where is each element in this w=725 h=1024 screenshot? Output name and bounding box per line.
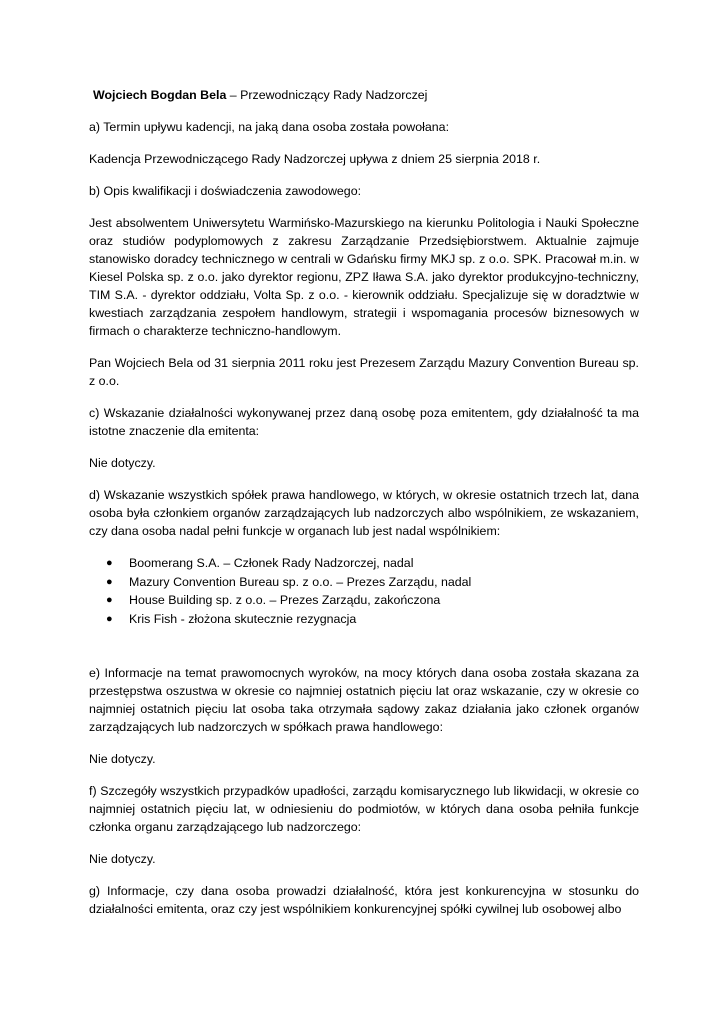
list-item-text: House Building sp. z o.o. – Prezes Zarządu, zakończona [129,593,441,608]
bullet-icon: ● [106,594,113,607]
section-b-qualifications: Jest absolwentem Uniwersytetu Warmińsko-Mazurskiego na kierunku Politologia i Nauki Społeczne oraz studiów podyplomowych z zakresu Zarządzanie Przedsiębiorstwem. Aktualnie zajmuje stanowisko doradcy technicznego w centrali w Gdańsku firmy MKJ sp. z o.o. SPK. Pracował m.in. w Kiesel Polska sp. z o.o. jako dyrektor regionu, ZPZ Iława S.A. jako dyrektor produkcyjno-techniczny, TIM S.A. - dyrektor oddziału, Volta Sp. z o.o. - kierownik oddziału. Specjalizuje się w doradztwie w kwestiach zarządzania zespołem handlowym, strategii i wspomagania procesów biznesowych w firmach o charakterze techniczno-handlowym. [89,216,639,338]
section-d-heading: d) Wskazanie wszystkich spółek prawa handlowego, w których, w okresie ostatnich trzech lat, dana osoba była członkiem organów zarządzających lub nadzorczych albo wspólnikiem, ze wskazaniem, czy dana osoba nadal pełni funkcje w organach lub jest nadal wspólnikiem: [89,488,639,538]
companies-list [89,554,639,628]
list-item [89,591,639,610]
list-item-text: Mazury Convention Bureau sp. z o.o. – Prezes Zarządu, nadal [129,574,472,589]
section-e-heading: e) Informacje na temat prawomocnych wyroków, na mocy których dana osoba została skazana za przestępstwa oszustwa w okresie co najmniej ostatnich pięciu lat oraz wskazanie, czy w okresie co najmniej ostatnich pięciu lat osoba taka otrzymała sądowy zakaz działania jako członek organów zarządzających lub nadzorczych w spółkach prawa handlowego: [89,666,639,735]
section-b-heading: b) Opis kwalifikacji i doświadczenia zawodowego: [89,184,362,198]
section-a-heading: a) Termin upływu kadencji, na jaką dana osoba została powołana: [89,120,450,134]
blank-spacer [89,628,639,664]
bullet-icon: ● [106,612,113,625]
list-item [89,573,639,592]
section-e-text: Nie dotyczy. [89,752,156,767]
list-item [89,610,639,629]
person-heading [89,86,639,104]
list-item [89,554,639,573]
person-role: – Przewodniczący Rady Nadzorczej [226,88,428,102]
section-c-heading: c) Wskazanie działalności wykonywanej przez daną osobę poza emitentem, gdy działalność ta ma istotne znaczenie dla emitenta: [89,406,639,438]
list-item-text: Boomerang S.A. – Członek Rady Nadzorczej, nadal [129,556,414,570]
bullet-icon: ● [106,557,113,569]
section-g-heading: g) Informacje, czy dana osoba prowadzi działalność, która jest konkurencyjna w stosunku do działalności emitenta, oraz czy jest wspólnikiem konkurencyjnej spółki cywilnej lub osobowej albo [89,884,639,917]
bullet-icon: ● [106,575,113,588]
section-a-text: Kadencja Przewodniczącego Rady Nadzorczej upływa z dniem 25 sierpnia 2018 r. [89,152,541,166]
section-f-text: Nie dotyczy. [89,852,156,867]
document-page [89,86,639,932]
person-name: Wojciech Bogdan Bela [93,88,227,102]
section-f-heading: f) Szczegóły wszystkich przypadków upadłości, zarządu komisarycznego lub likwidacji, w okresie co najmniej ostatnich pięciu lat, w odniesieniu do podmiotów, w których dana osoba pełniła funkcje członka organu zarządzającego lub nadzorczego: [89,784,639,835]
list-item-text: Kris Fish - złożona skutecznie rezygnacja [129,611,357,626]
section-b-presidency: Pan Wojciech Bela od 31 sierpnia 2011 roku jest Prezesem Zarządu Mazury Convention Bureau sp. z o.o. [89,356,639,388]
section-c-text: Nie dotyczy. [89,456,156,470]
